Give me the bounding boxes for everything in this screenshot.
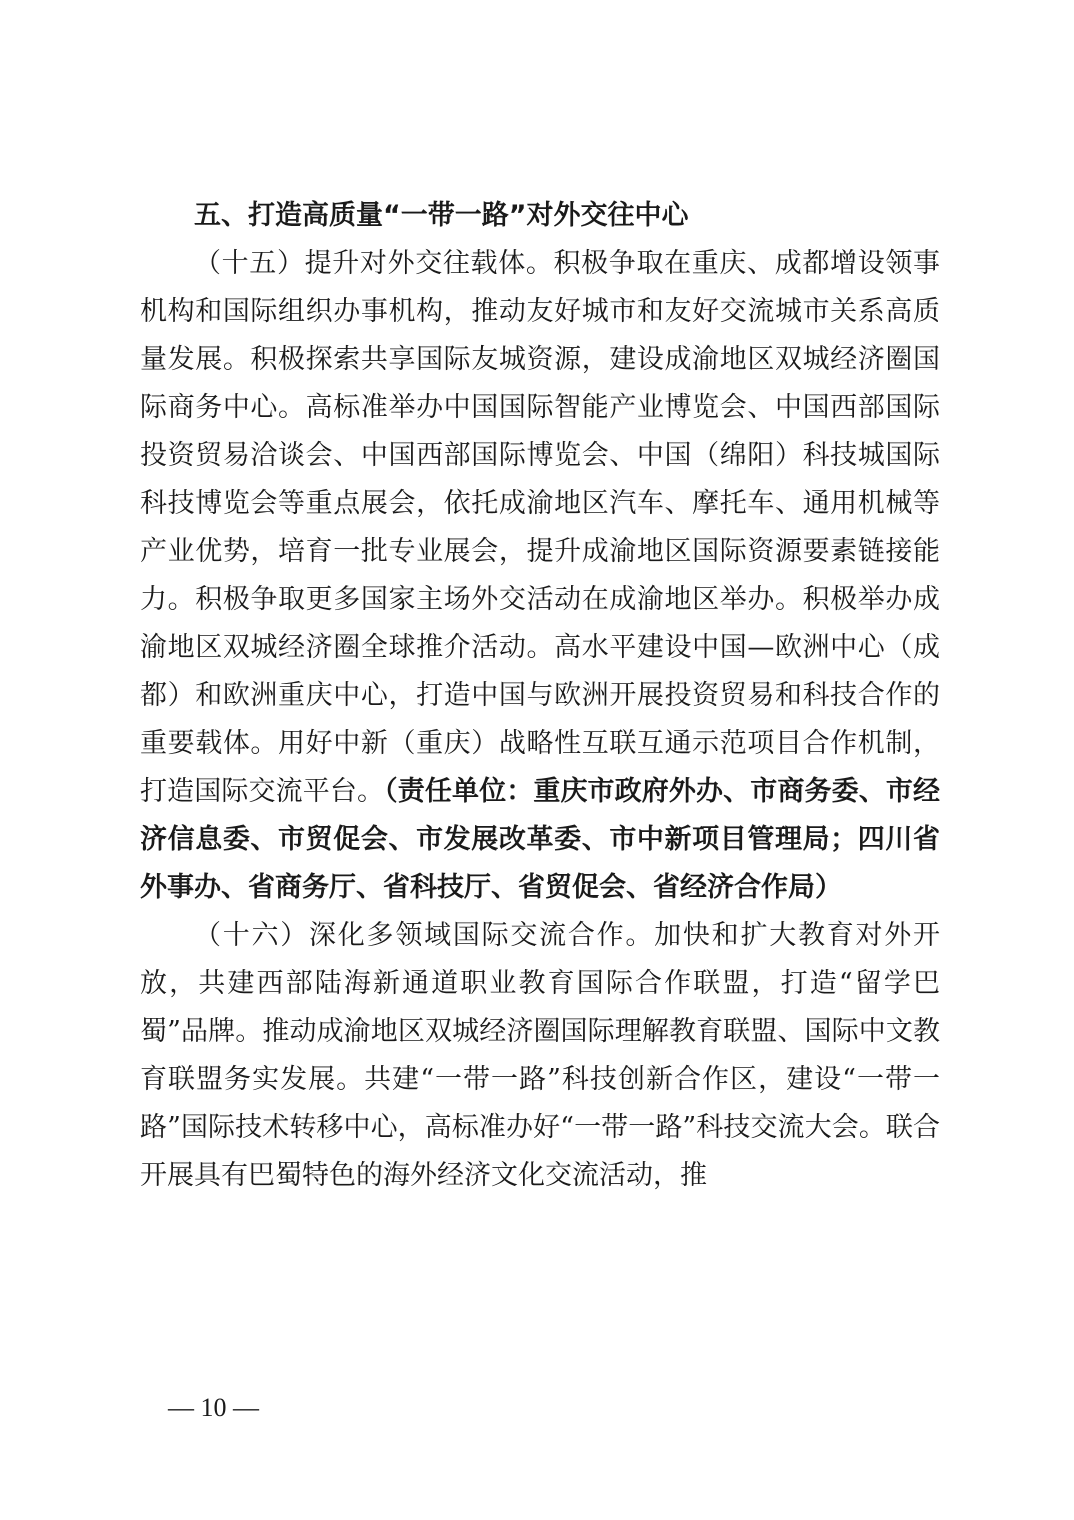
paragraph-16: [140, 912, 940, 1200]
paragraph-16-text: （十六）深化多领域国际交流合作。加快和扩大教育对外开放，共建西部陆海新通道职业教育国际合作联盟，打造“留学巴蜀”品牌。推动成渝地区双城经济圈国际理解教育联盟、国际中文教育联盟务实发展。共建“一带一路”科技创新合作区，建设“一带一路”国际技术转移中心，高标准办好“一带一路”科技交流大会。联合开展具有巴蜀特色的海外经济文化交流活动，推: [140, 920, 940, 1191]
page-number: — 10 —: [168, 1393, 259, 1422]
section-heading: 五、打造高质量“一带一路”对外交往中心: [194, 200, 689, 231]
paragraph-15: [140, 240, 940, 912]
document-body: [140, 192, 940, 1200]
responsibility-units: （责任单位：重庆市政府外办、市商务委、市经济信息委、市贸促会、市发展改革委、市中新项目管理局；四川省外事办、省商务厅、省科技厅、省贸促会、省经济合作局）: [140, 776, 941, 903]
paragraph-15-text: （十五）提升对外交往载体。积极争取在重庆、成都增设领事机构和国际组织办事机构，推动友好城市和友好交流城市关系高质量发展。积极探索共享国际友城资源，建设成渝地区双城经济圈国际商务中心。高标准举办中国国际智能产业博览会、中国西部国际投资贸易洽谈会、中国西部国际博览会、中国（绵阳）科技城国际科技博览会等重点展会，依托成渝地区汽车、摩托车、通用机械等产业优势，培育一批专业展会，提升成渝地区国际资源要素链接能力。积极争取更多国家主场外交活动在成渝地区举办。积极举办成渝地区双城经济圈全球推介活动。高水平建设中国—欧洲中心（成都）和欧洲重庆中心，打造中国与欧洲开展投资贸易和科技合作的重要载体。用好中新（重庆）战略性互联互通示范项目合作机制，打造国际交流平台。: [140, 248, 940, 807]
